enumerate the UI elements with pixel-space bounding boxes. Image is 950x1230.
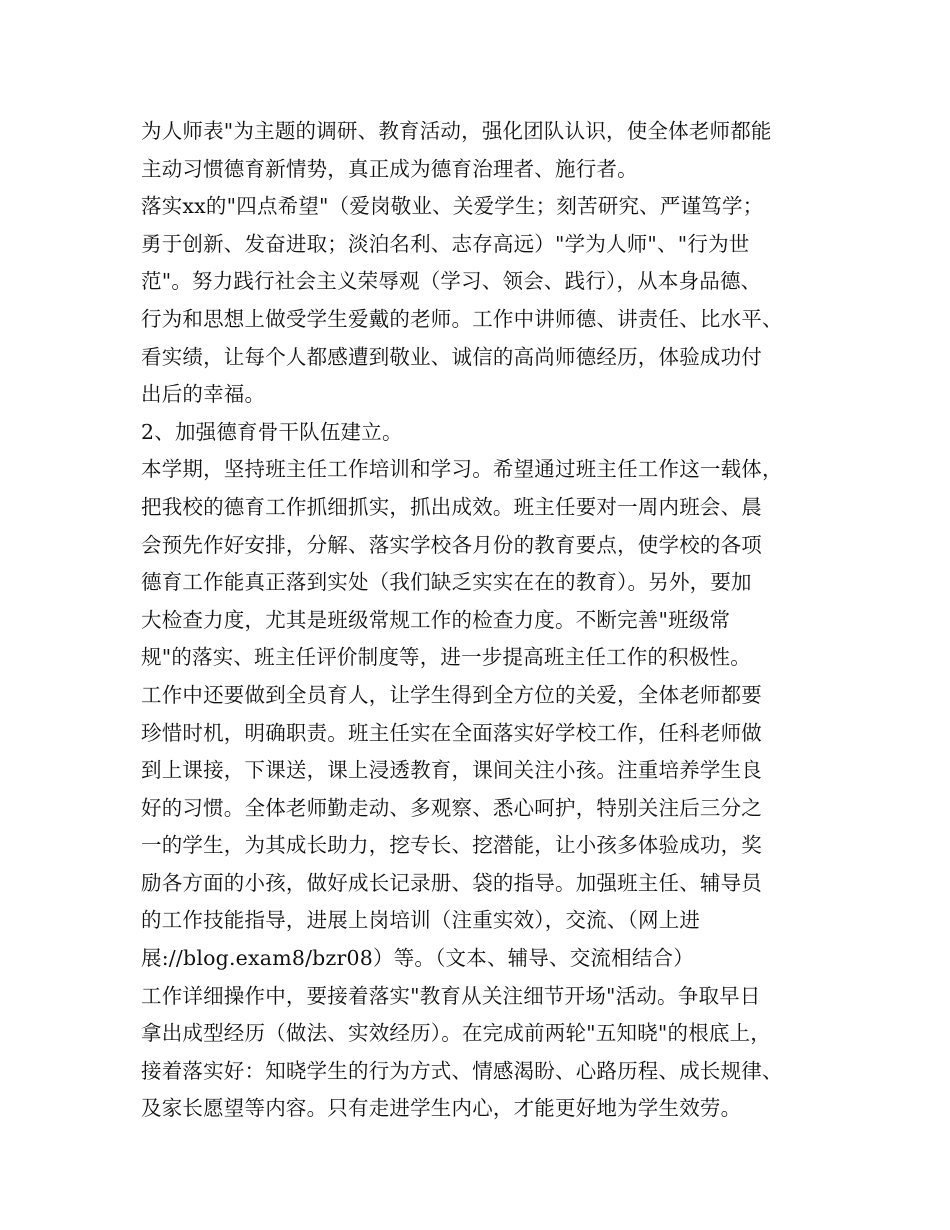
text-line: 工作详细操作中，要接着落实"教育从关注细节开场"活动。争取早日 bbox=[141, 983, 761, 1008]
text-line: 接着落实好：知晓学生的行为方式、情感渴盼、心路历程、成长规律、 bbox=[141, 1058, 783, 1083]
text-line: 好的习惯。全体老师勤走动、多观察、悉心呵护，特别关注后三分之 bbox=[141, 795, 762, 820]
text-line: 为人师表"为主题的调研、教育活动，强化团队认识，使全体老师都能 bbox=[141, 119, 772, 143]
text-line: 落实xx的"四点希望"（爱岗敬业、关爱学生；刻苦研究、严谨笃学； bbox=[141, 194, 764, 219]
text-line: 看实绩，让每个人都感遭到敬业、诚信的高尚师德经历，体验成功付 bbox=[141, 344, 762, 369]
section-heading: 2、加强德育骨干队伍建立。 bbox=[141, 419, 403, 444]
text-line: 拿出成型经历（做法、实效经历）。在完成前两轮"五知晓"的根底上， bbox=[141, 1021, 772, 1046]
text-line: 德育工作能真正落到实处（我们缺乏实实在在的教育）。另外，要加 bbox=[141, 570, 752, 595]
text-line: 会预先作好安排，分解、落实学校各月份的教育要点，使学校的各项 bbox=[141, 532, 762, 557]
document-body bbox=[141, 113, 831, 1128]
text-line: 珍惜时机，明确职责。班主任实在全面落实好学校工作，任科老师做 bbox=[141, 720, 762, 745]
text-line: 范"。努力践行社会主义荣辱观（学习、领会、践行），从本身品德、 bbox=[141, 269, 762, 294]
text-line: 本学期，坚持班主任工作培训和学习。希望通过班主任工作这一载体， bbox=[141, 457, 783, 482]
text-line: 出后的幸福。 bbox=[141, 382, 266, 407]
text-line: 及家长愿望等内容。只有走进学生内心，才能更好地为学生效劳。 bbox=[141, 1096, 742, 1121]
text-line: 展://blog.exam8/bzr08）等。（文本、辅导、交流相结合） bbox=[141, 946, 694, 971]
text-line: 把我校的德育工作抓细抓实，抓出成效。班主任要对一周内班会、晨 bbox=[141, 494, 762, 519]
text-line: 一的学生，为其成长助力，挖专长、挖潜能，让小孩多体验成功，奖 bbox=[141, 833, 762, 858]
text-line: 主动习惯德育新情势，真正成为德育治理者、施行者。 bbox=[141, 156, 638, 181]
text-line: 工作中还要做到全员育人，让学生得到全方位的关爱，全体老师都要 bbox=[141, 682, 762, 707]
text-line: 大检查力度，尤其是班级常规工作的检查力度。不断完善"班级常 bbox=[141, 607, 731, 632]
text-line: 励各方面的小孩，做好成长记录册、袋的指导。加强班主任、辅导员 bbox=[141, 870, 762, 895]
text-line: 勇于创新、发奋进取；淡泊名利、志存高远）"学为人师"、"行为世 bbox=[141, 231, 750, 256]
text-line: 规"的落实、班主任评价制度等，进一步提高班主任工作的积极性。 bbox=[141, 645, 751, 670]
text-line: 行为和思想上做受学生爱戴的老师。工作中讲师德、讲责任、比水平、 bbox=[141, 306, 783, 331]
text-line: 的工作技能指导，进展上岗培训（注重实效），交流、（网上进 bbox=[141, 908, 701, 933]
text-line: 到上课接，下课送，课上浸透教育，课间关注小孩。注重培养学生良 bbox=[141, 758, 762, 783]
